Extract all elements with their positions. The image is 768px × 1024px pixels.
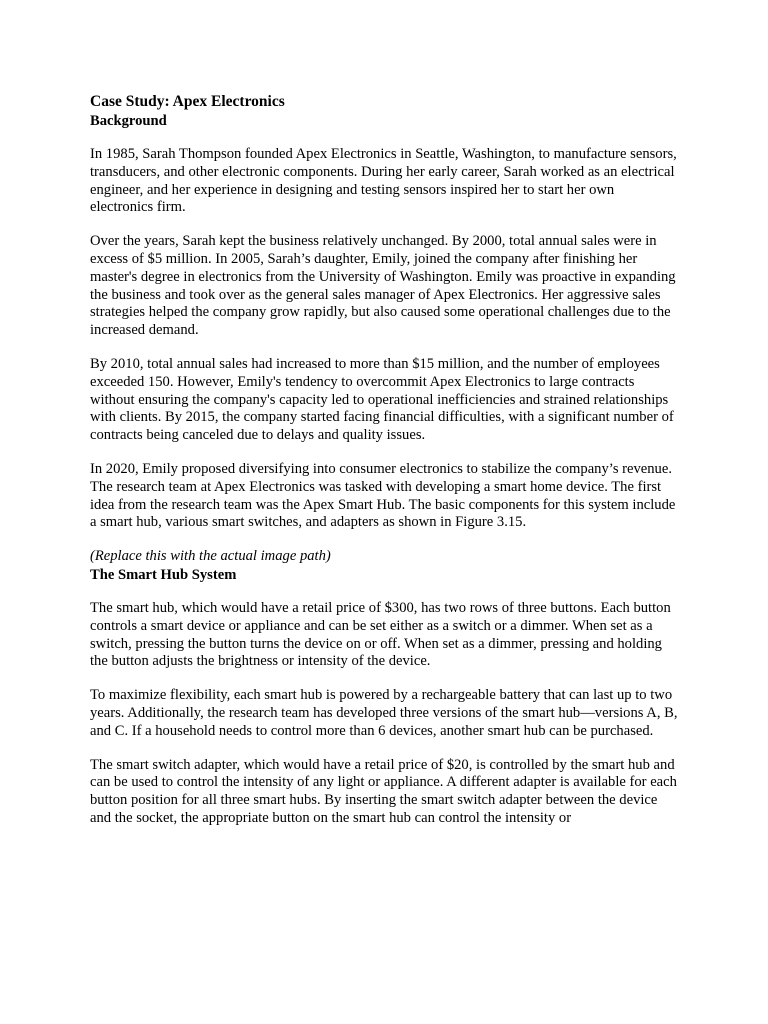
paragraph: By 2010, total annual sales had increased to more than $15 million, and the number of employees exceeded 150. However, Emily's tendency to overcommit Apex Electronics to large contracts without ensuring the company's capacity led to operational inefficiencies and strained relationships with clients. By 2015, the company started facing financial difficulties, with a significant number of contracts being canceled due to delays and quality issues. <box>90 355 674 444</box>
document-title: Case Study: Apex Electronics <box>90 93 285 110</box>
paragraph: Over the years, Sarah kept the business relatively unchanged. By 2000, total annual sales were in excess of $5 million. In 2005, Sarah’s daughter, Emily, joined the company after finishing her master's degree in electronics from the University of Washington. Emily was proactive in expanding the business and took over as the general sales manager of Apex Electronics. Her aggressive sales strategies helped the company grow rapidly, but also caused some operational challenges due to the increased demand. <box>90 233 676 339</box>
section-heading-background: Background <box>90 113 167 129</box>
image-placeholder-text: (Replace this with the actual image path) <box>90 548 331 565</box>
paragraph: To maximize flexibility, each smart hub is powered by a rechargeable battery that can last up to two years. Additionally, the research team has developed three versions of the smart hub—versions A, B, and C. If a household needs to control more than 6 devices, another smart hub can be purchased. <box>90 687 678 739</box>
paragraph: The smart hub, which would have a retail price of $300, has two rows of three buttons. Each button controls a smart device or appliance and can be set either as a switch or a dimmer. When set as a switch, pressing the button turns the device on or off. When set as a dimmer, pressing and holding the button adjusts the brightness or intensity of the device. <box>90 599 671 670</box>
document-page <box>90 92 678 828</box>
section-heading-smart-hub-system: The Smart Hub System <box>90 566 237 583</box>
paragraph: The smart switch adapter, which would have a retail price of $20, is controlled by the smart hub and can be used to control the intensity of any light or appliance. A different adapter is available for each button position for all three smart hubs. By inserting the smart switch adapter between the device and the socket, the appropriate button on the smart hub can control the intensity or <box>90 756 677 826</box>
paragraph: In 1985, Sarah Thompson founded Apex Electronics in Seattle, Washington, to manufacture sensors, transducers, and other electronic components. During her early career, Sarah worked as an electrical engineer, and her experience in designing and testing sensors inspired her to start her own electronics firm. <box>90 146 677 216</box>
paragraph: In 2020, Emily proposed diversifying into consumer electronics to stabilize the company’s revenue. The research team at Apex Electronics was tasked with developing a smart home device. The first idea from the research team was the Apex Smart Hub. The basic components for this system include a smart hub, various smart switches, and adapters as shown in Figure 3.15. <box>90 460 676 531</box>
